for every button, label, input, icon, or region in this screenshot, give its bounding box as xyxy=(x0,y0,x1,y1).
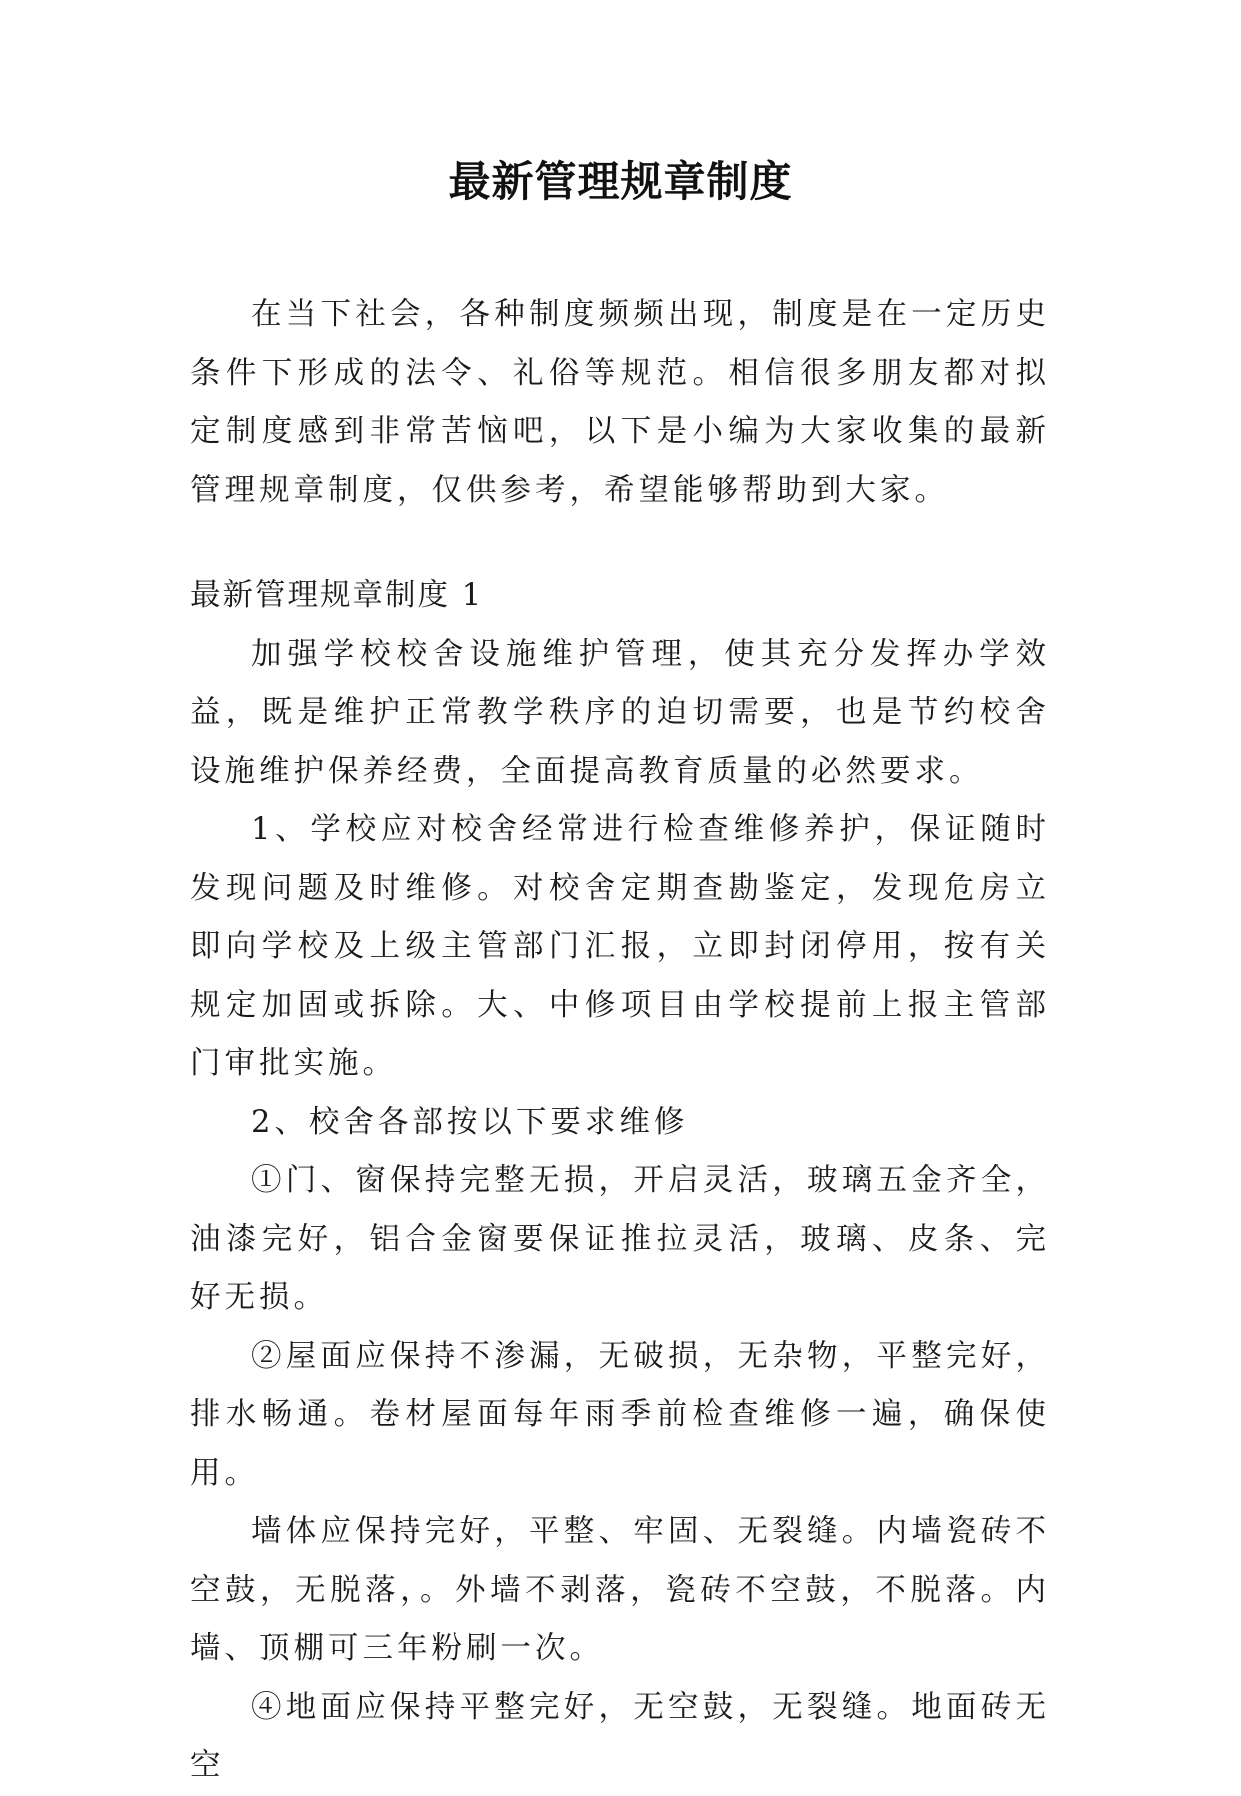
document-title: 最新管理规章制度 xyxy=(448,157,793,206)
intro-paragraph: 在当下社会，各种制度频频出现，制度是在一定历史条件下形成的法令、礼俗等规范。相信很多朋友都对拟定制度感到非常苦恼吧，以下是小编为大家收集的最新管理规章制度，仅供参考，希望能够帮助到大家。 xyxy=(190,297,1050,508)
body-paragraph: ①门、窗保持完整无损，开启灵活，玻璃五金齐全，油漆完好，铝合金窗要保证推拉灵活，玻璃、皮条、完好无损。 xyxy=(190,1163,1050,1315)
body-paragraph: ④地面应保持平整完好，无空鼓，无裂缝。地面砖无空 xyxy=(190,1689,1050,1783)
body-paragraph: 墙体应保持完好，平整、牢固、无裂缝。内墙瓷砖不空鼓，无脱落，。外墙不剥落，瓷砖不空鼓，不脱落。内墙、顶棚可三年粉刷一次。 xyxy=(190,1514,1050,1666)
section-heading: 最新管理规章制度 1 xyxy=(190,578,484,613)
body-paragraph: 加强学校校舍设施维护管理，使其充分发挥办学效益，既是维护正常教学秩序的迫切需要，也是节约校舍设施维护保养经费，全面提高教育质量的必然要求。 xyxy=(190,636,1050,789)
body-paragraph: ②屋面应保持不渗漏，无破损，无杂物，平整完好，排水畅通。卷材屋面每年雨季前检查维修一遍，确保使用。 xyxy=(190,1338,1050,1491)
document-body xyxy=(190,286,1050,1796)
body-paragraph: 2、校舍各部按以下要求维修 xyxy=(251,1104,689,1140)
body-paragraph: 1、学校应对校舍经常进行检查维修养护，保证随时发现问题及时维修。对校舍定期查勘鉴定，发现危房立即向学校及上级主管部门汇报，立即封闭停用，按有关规定加固或拆除。大、中修项目由学校提前上报主管部门审批实施。 xyxy=(190,812,1050,1081)
